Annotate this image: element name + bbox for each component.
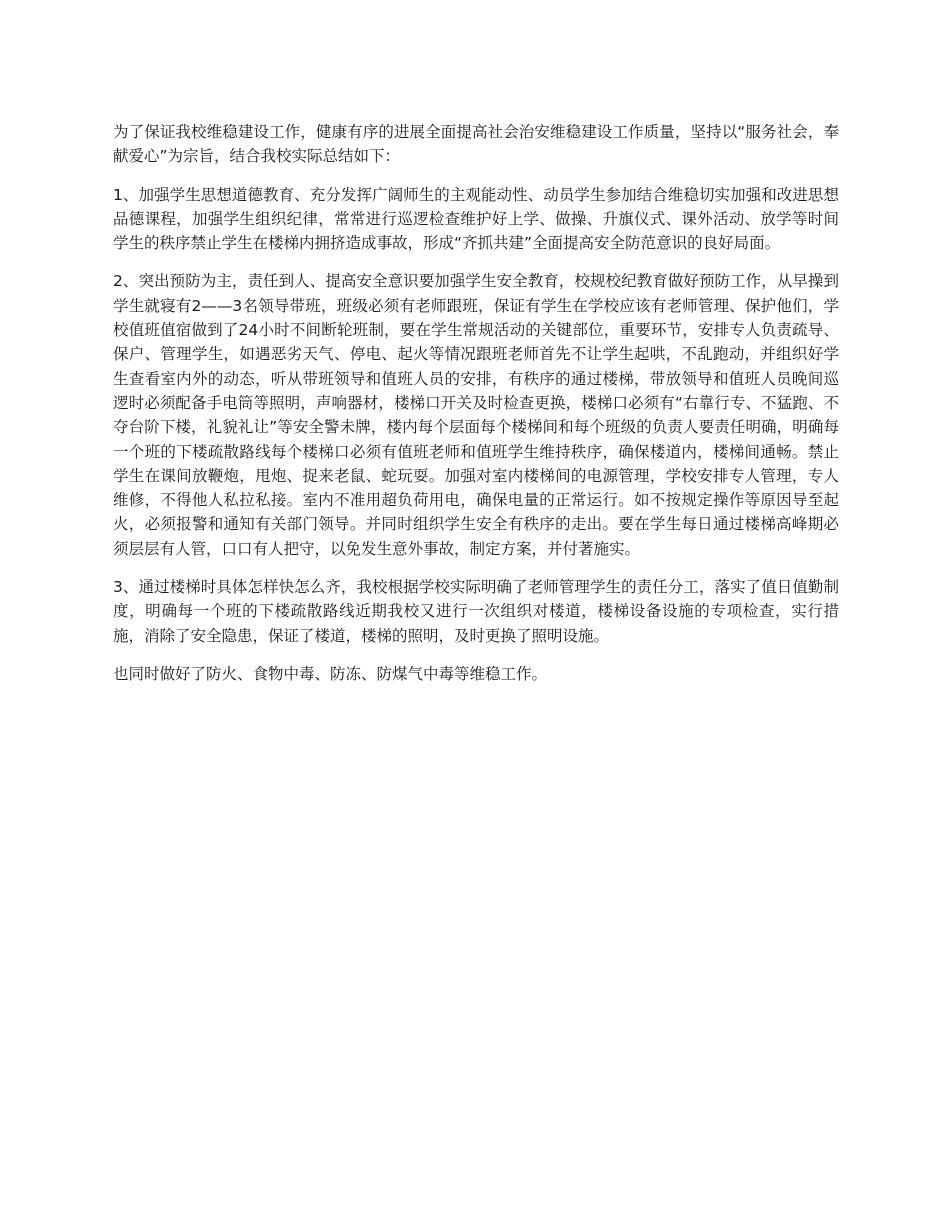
intro-paragraph: 为了保证我校维稳建设工作，健康有序的进展全面提高社会治安维稳建设工作质量，坚持以“服务社会，奉献爱心”为宗旨，结合我校实际总结如下： xyxy=(113,123,839,166)
document-body xyxy=(113,120,839,700)
paragraph-item-2: 2、突出预防为主，责任到人、提高安全意识要加强学生安全教育，校规校纪教育做好预防工作，从早操到学生就寝有2——3名领导带班，班级必须有老师跟班，保证有学生在学校应该有老师管理、保护他们，学校值班值宿做到了24小时不间断轮班制，要在学生常规活动的关键部位，重要环节，安排专人负责疏导、保户、管理学生，如遇恶劣天气、停电、起火等情况跟班老师首先不让学生起哄，不乱跑动，并组织好学生查看室内外的动态，听从带班领导和值班人员的安排，有秩序的通过楼梯，带放领导和值班人员晚间巡逻时必须配备手电筒等照明，声响器材，楼梯口开关及时检查更换，楼梯口必须有“右靠行专、不猛跑、不夺台阶下楼，礼貌礼让”等安全警未牌，楼内每个层面每个楼梯间和每个班级的负责人要责任明确，明确每一个班的下楼疏散路线每个楼梯口必须有值班老师和值班学生维持秩序，确保楼道内，楼梯间通畅。禁止学生在课间放鞭炮，甩炮、捉来老鼠、蛇玩耍。加强对室内楼梯间的电源管理，学校安排专人管理，专人维修，不得他人私拉私接。室内不准用超负荷用电，确保电量的正常运行。如不按规定操作等原因导至起火，必须报警和通知有关部门领导。并同时组织学生安全有秩序的走出。要在学生每日通过楼梯高峰期必须层层有人管，口口有人把守，以免发生意外事故，制定方案，并付著施实。 xyxy=(113,272,839,558)
paragraph-item-1: 1、加强学生思想道德教育、充分发挥广阔师生的主观能动性、动员学生参加结合维稳切实加强和改进思想品德课程，加强学生组织纪律，常常进行巡逻检查维护好上学、做操、升旗仪式、课外活动、放学等时间学生的秩序禁止学生在楼梯内拥挤造成事故，形成“齐抓共建”全面提高安全防范意识的良好局面。 xyxy=(113,185,839,253)
closing-paragraph: 也同时做好了防火、食物中毒、防冻、防煤气中毒等维稳工作。 xyxy=(113,664,548,683)
paragraph-item-3: 3、通过楼梯时具体怎样快怎么齐，我校根据学校实际明确了老师管理学生的责任分工，落实了值日值勤制度，明确每一个班的下楼疏散路线近期我校又进行一次组织对楼道，楼梯设备设施的专项检查，实行措施，消除了安全隐患，保证了楼道，楼梯的照明，及时更换了照明设施。 xyxy=(113,578,839,645)
